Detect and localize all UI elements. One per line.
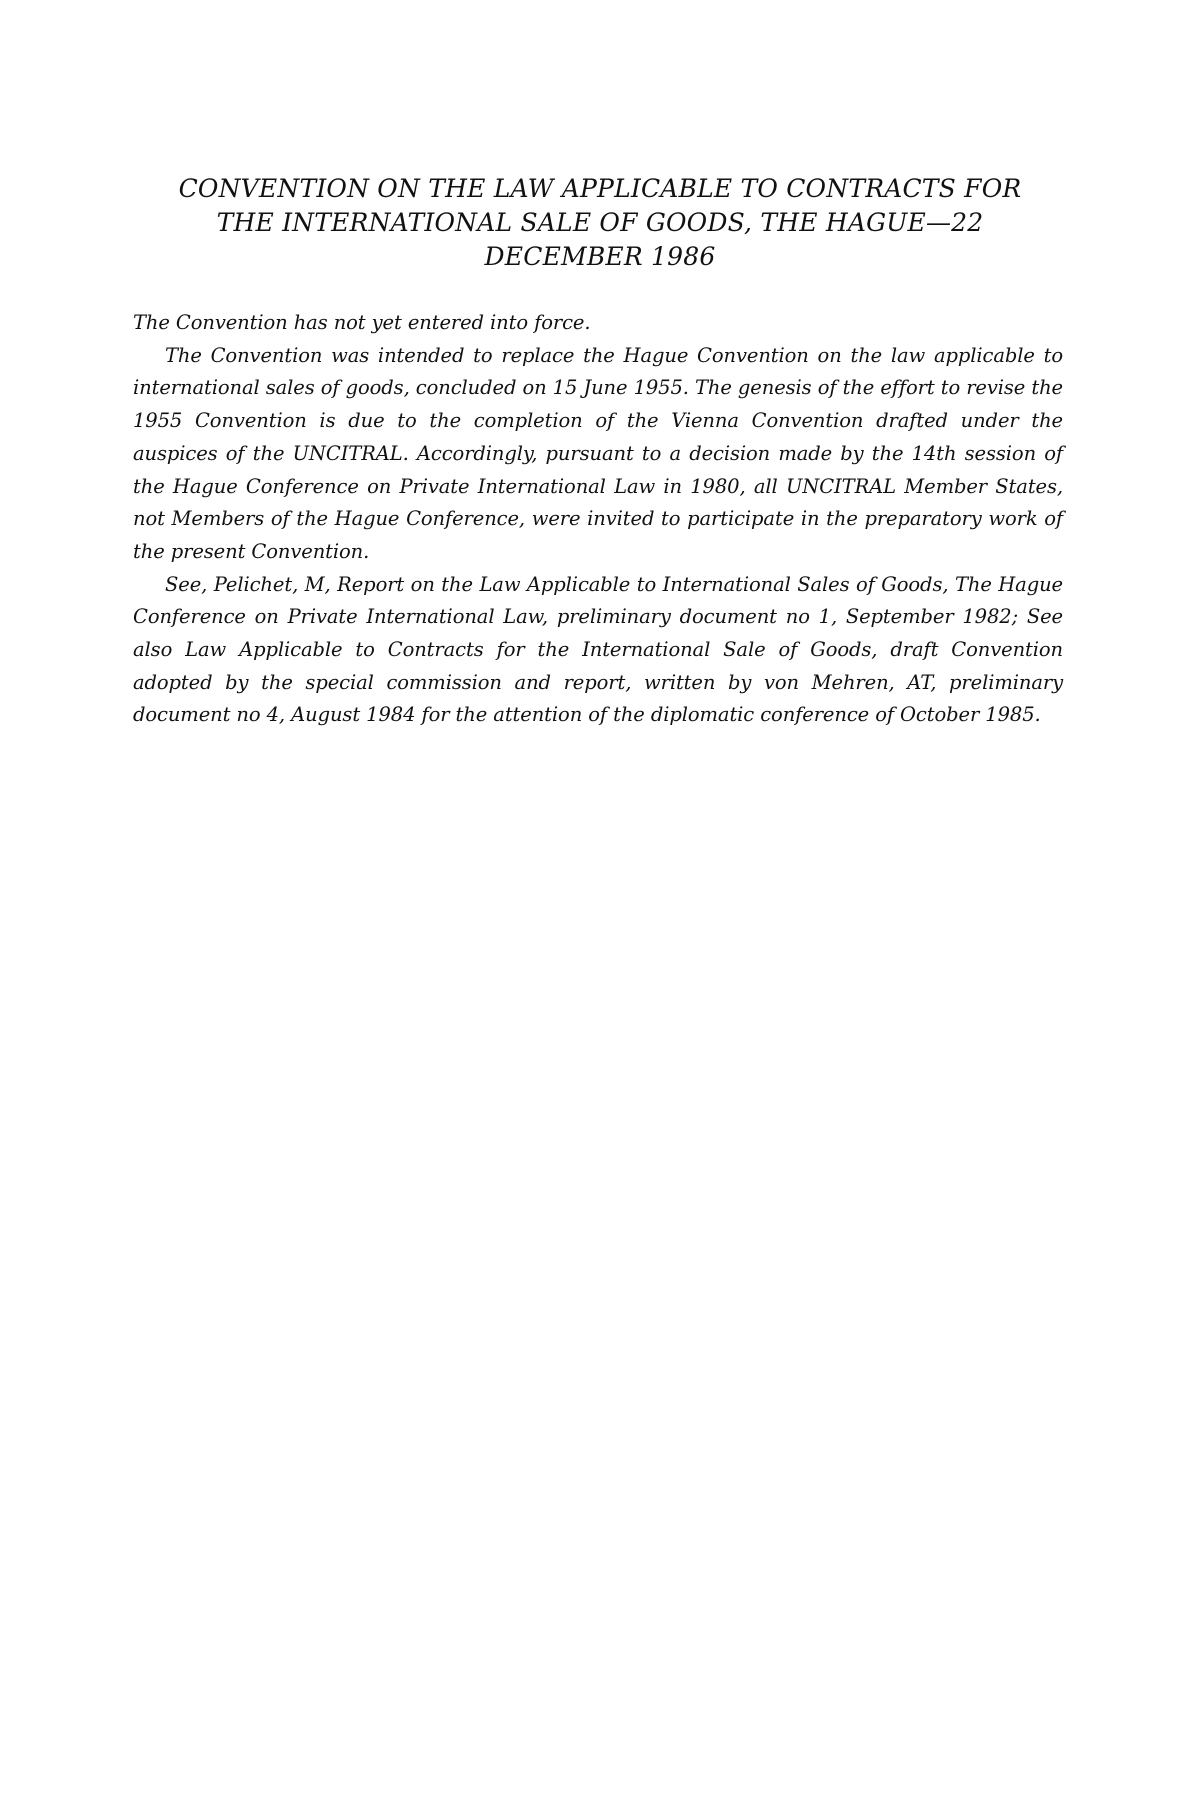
document-body [133, 307, 1063, 732]
title-line-1: CONVENTION ON THE LAW APPLICABLE TO CONTRACTS FOR [178, 174, 1022, 203]
paragraph-status: The Convention has not yet entered into force. [133, 311, 591, 334]
paragraph-background: The Convention was intended to replace the Hague Convention on the law applicable to international sales of goods, concluded on 15 June 1955. The genesis of the effort to revise the 1955 Convention is due to the completion of the Vienna Convention drafted under the auspices of the UNCITRAL. Accordingly, pursuant to a decision made by the 14th session of the Hague Conference on Private International Law in 1980, all UNCITRAL Member States, not Members of the Hague Conference, were invited to participate in the preparatory work of the present Convention. [133, 343, 1063, 563]
document-title [150, 172, 1050, 274]
title-line-2: THE INTERNATIONAL SALE OF GOODS, THE HAGUE—22 [216, 208, 984, 237]
title-line-3: DECEMBER 1986 [484, 242, 716, 271]
paragraph-references: See, Pelichet, M, Report on the Law Applicable to International Sales of Goods, The Hague Conference on Private International Law, preliminary document no 1, September 1982; See also Law Applicable to Contracts for the International Sale of Goods, draft Convention adopted by the special commission and report, written by von Mehren, AT, preliminary document no 4, August 1984 for the attention of the diplomatic conference of October 1985. [133, 572, 1063, 727]
